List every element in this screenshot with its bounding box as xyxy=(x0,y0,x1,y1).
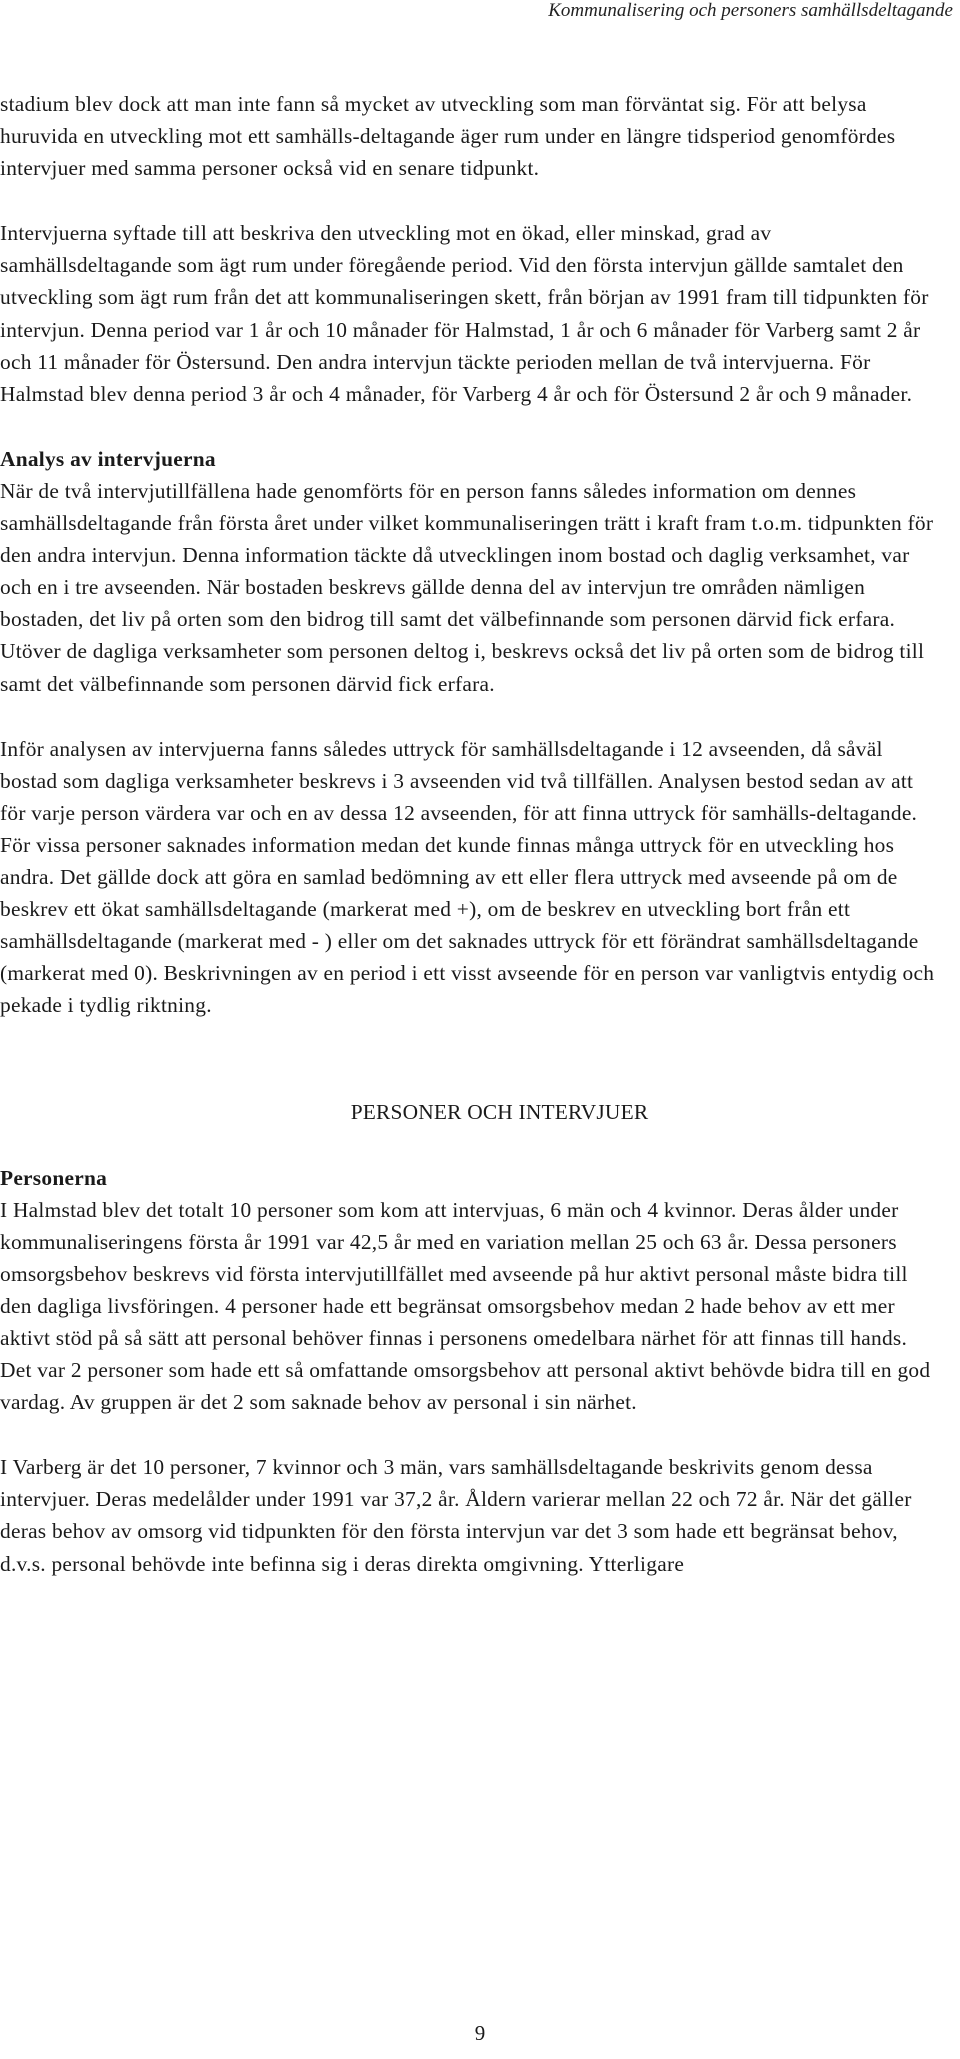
paragraph-analysis-method: Inför analysen av intervjuerna fanns således uttryck för samhällsdeltagande i 12 avseenden, då såväl bostad som dagliga verksamheter beskrevs i 3 avseenden vid två tillfällen. Analysen bestod sedan av att för varje person värdera var och en av dessa 12 avseenden, för att finna uttryck för samhälls-deltagande. För vissa personer saknades information medan det kunde finnas många uttryck för en utveckling hos andra. Det gällde dock att göra en samlad bedömning av ett eller flera uttryck med avseende på om de beskrev ett ökat samhällsdeltagande (markerat med +), om de beskrev en utveckling bort från ett samhällsdeltagande (markerat med - ) eller om det saknades uttryck för ett förändrat samhällsdeltagande (markerat med 0). Beskrivningen av en period i ett visst avseende för en person var vanligtvis entydig och pekade i tydlig riktning. xyxy=(0,736,935,1018)
page-number: 9 xyxy=(474,2021,486,2045)
section-title: PERSONER OCH INTERVJUER xyxy=(350,1100,649,1125)
paragraph-interview-purpose: Intervjuerna syftade till att beskriva den utveckling mot en ökad, eller minskad, grad av samhällsdeltagande som ägt rum under föregående period. Vid den första intervjun gällde samtalet den utveckling som ägt rum från det att kommunaliseringen skett, från början av 1991 fram till tidpunkten för intervjun. Denna period var 1 år och 10 månader för Halmstad, 1 år och 6 månader för Varberg samt 2 år och 11 månader för Östersund. Den andra intervjun täckte perioden mellan de två intervjuerna. För Halmstad blev denna period 3 år och 4 månader, för Varberg 4 år och för Östersund 2 år och 9 månader. xyxy=(0,221,929,406)
paragraph-gap xyxy=(0,410,944,443)
paragraph-gap xyxy=(0,1129,944,1162)
paragraph-analysis-info: När de två intervjutillfällena hade genomförts för en person fanns således information om dennes samhällsdeltagande från första året under vilket kommunaliseringen trätt i kraft fram t.o.m. tidpunkten för den andra intervjun. Denna information täckte då utvecklingen inom bostad och daglig verksamhet, var och en i tre avseenden. När bostaden beskrevs gällde denna del av intervjun tre områden nämligen bostaden, det liv på orten som den bidrog till samt det välbefinnande som personen därvid fick erfara. Utöver de dagliga verksamheter som personen deltog i, beskrevs också det liv på orten som de bidrog till samt det välbefinnande som personen därvid fick erfara. xyxy=(0,478,934,696)
body-text xyxy=(0,88,944,1580)
paragraph-gap xyxy=(0,700,944,733)
section-gap xyxy=(0,1021,944,1096)
heading-personerna: Personerna xyxy=(0,1165,108,1190)
paragraph-gap xyxy=(0,1418,944,1451)
paragraph-intro: stadium blev dock att man inte fann så mycket av utveckling som man förväntat sig. För att belysa huruvida en utveckling mot ett samhälls-deltagande äger rum under en längre tidsperiod genomfördes intervjuer med samma personer också vid en senare tidpunkt. xyxy=(0,92,896,181)
heading-analys: Analys av intervjuerna xyxy=(0,446,216,471)
running-head: Kommunalisering och personers samhällsdeltagande xyxy=(548,0,953,21)
paragraph-halmstad: I Halmstad blev det totalt 10 personer som kom att intervjuas, 6 män och 4 kvinnor. Deras ålder under kommunaliseringens första år 1991 var 42,5 år med en variation mellan 25 och 63 år. Dessa personers omsorgsbehov beskrevs vid första intervjutillfället med avseende på hur aktivt personal måste bidra till den dagliga livsföringen. 4 personer hade ett begränsat omsorgsbehov medan 2 hade behov av ett mer aktivt stöd på så sätt att personal behöver finnas i personens omedelbara närhet för att finnas till hands. Det var 2 personer som hade ett så omfattande omsorgsbehov att personal aktivt behövde bidra till en god vardag. Av gruppen är det 2 som saknade behov av personal i sin närhet. xyxy=(0,1197,931,1415)
paragraph-gap xyxy=(0,184,944,217)
paragraph-varberg: I Varberg är det 10 personer, 7 kvinnor och 3 män, vars samhällsdeltagande beskrivits genom dessa intervjuer. Deras medelålder under 1991 var 37,2 år. Åldern varierar mellan 22 och 72 år. När det gäller deras behov av omsorg vid tidpunkten för den första intervjun var det 3 som hade ett begränsat behov, d.v.s. personal behövde inte befinna sig i deras direkta omgivning. Ytterligare xyxy=(0,1455,912,1576)
